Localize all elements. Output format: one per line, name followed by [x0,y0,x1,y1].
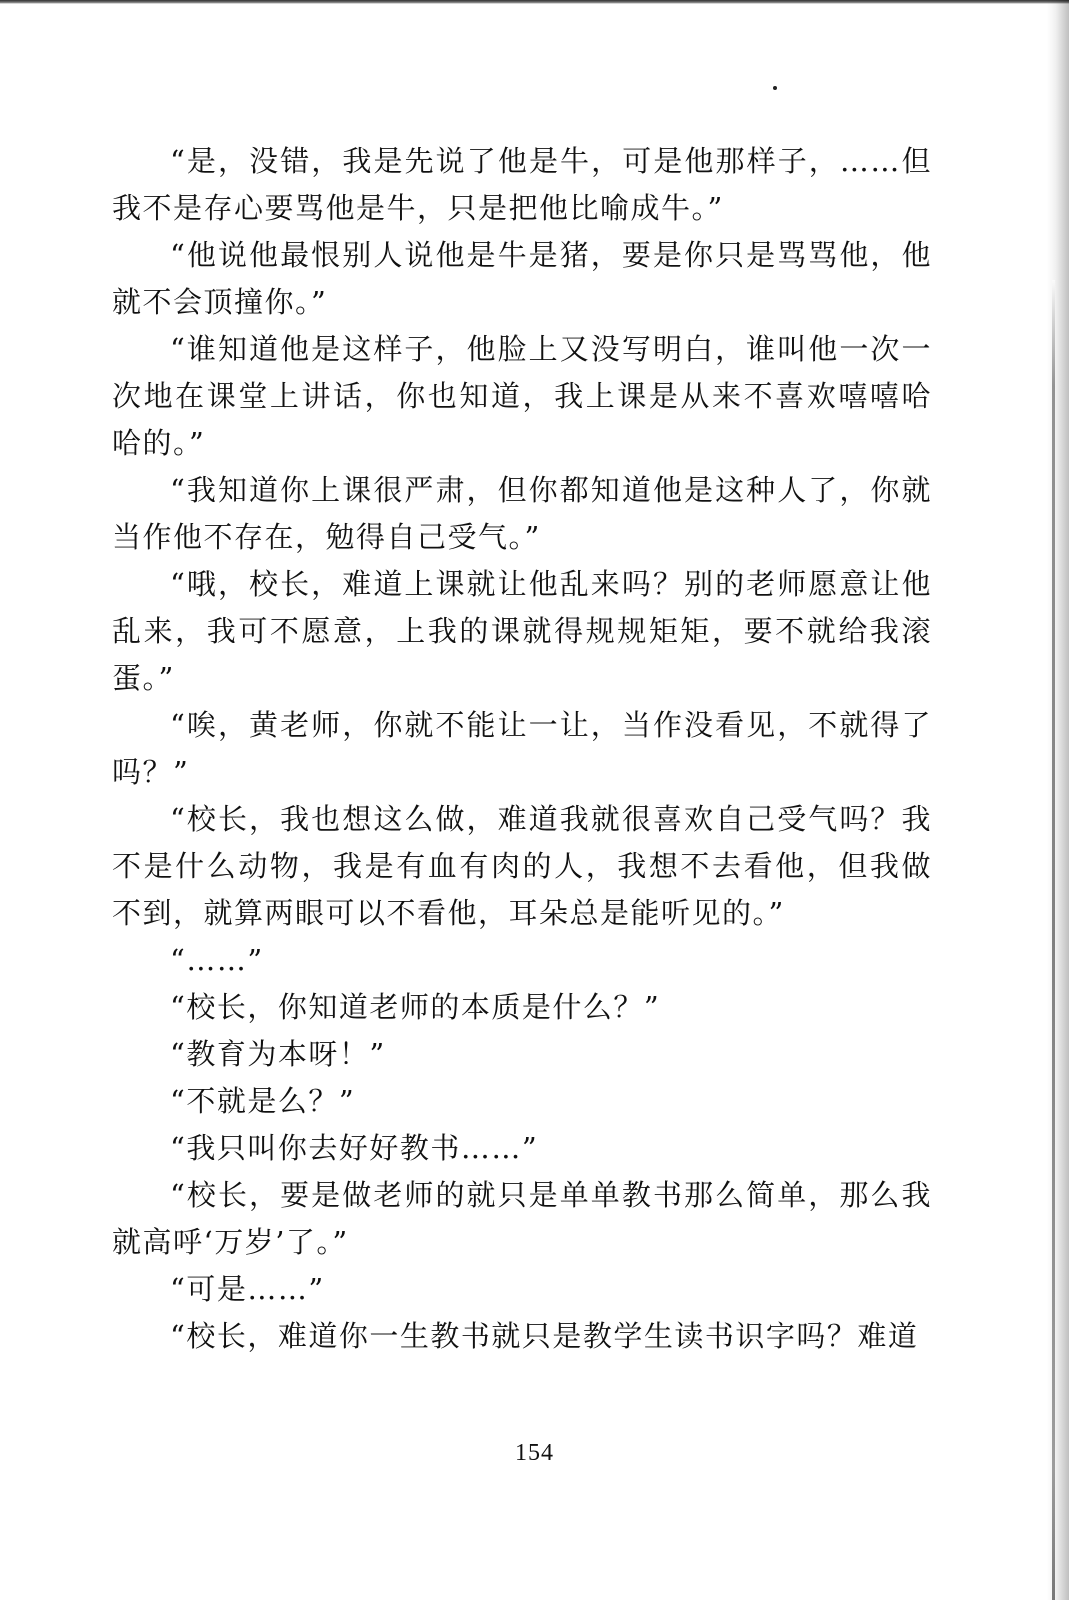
paragraph: “校长，难道你一生教书就只是教学生读书识字吗？难道 [170,1319,919,1353]
paragraph: “唉，黄老师，你就不能让一让，当作没看见，不就得了吗？” [112,708,932,789]
scan-edge-right [1047,0,1069,1600]
paragraph: “我只叫你去好好教书……” [170,1131,539,1165]
scan-edge-right-line [1052,280,1055,1600]
paragraph: “校长，你知道老师的本质是什么？” [170,990,661,1024]
paragraph: “不就是么？” [170,1084,356,1118]
paragraph: “我知道你上课很严肃，但你都知道他是这种人了，你就当作他不存在，勉得自己受气。” [112,473,932,554]
paragraph: “谁知道他是这样子，他脸上又没写明白，谁叫他一次一次地在课堂上讲话，你也知道，我上课是从来不喜欢嘻嘻哈哈的。” [112,332,932,460]
paragraph: “他说他最恨别人说他是牛是猪，要是你只是骂骂他，他就不会顶撞你。” [112,238,932,319]
paragraph: “哦，校长，难道上课就让他乱来吗？别的老师愿意让他乱来，我可不愿意，上我的课就得规规矩矩，要不就给我滚蛋。” [112,567,932,695]
paragraph: “可是……” [170,1272,325,1306]
paragraph: “校长，我也想这么做，难道我就很喜欢自己受气吗？我不是什么动物，我是有血有肉的人，我想不去看他，但我做不到，就算两眼可以不看他，耳朵总是能听见的。” [112,802,932,930]
scan-edge-top [0,0,1069,4]
paragraph: “校长，要是做老师的就只是单单教书那么简单，那么我就高呼‘万岁’了。” [112,1178,932,1259]
paragraph: “教育为本呀！” [170,1037,386,1071]
page-number: 154 [515,1440,554,1466]
paragraph: “是，没错，我是先说了他是牛，可是他那样子，……但我不是存心要骂他是牛，只是把他比喻成牛。” [112,144,932,225]
scan-speck [773,86,777,90]
paragraph: “……” [170,943,264,977]
page-body [112,138,932,1360]
